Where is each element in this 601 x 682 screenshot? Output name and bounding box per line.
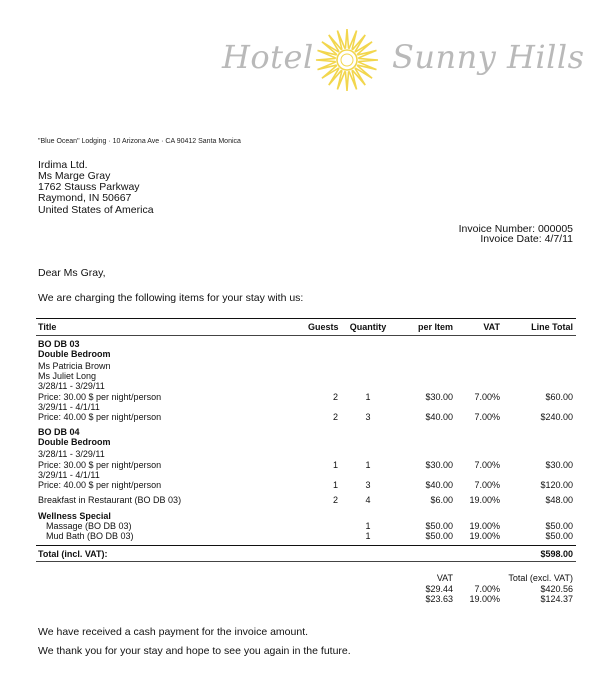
sun-ray: [345, 72, 348, 91]
hotel-name-left: Hotel: [222, 38, 314, 76]
invoice-date: Invoice Date: 4/7/11: [480, 233, 573, 245]
room2-line1-qty: 1: [365, 460, 371, 470]
sun-ray: [359, 58, 378, 61]
room1-line2-per-item: $40.00: [425, 412, 453, 422]
header-quantity: Quantity: [349, 322, 387, 332]
room1-type: Double Bedroom: [38, 349, 111, 359]
room2-line2-per-item: $40.00: [425, 480, 453, 490]
room1-guest1: Ms Patricia Brown: [38, 361, 111, 371]
vat-excl-total: $124.37: [540, 594, 573, 604]
room1-line2-dates: 3/29/11 - 4/1/11: [38, 402, 100, 412]
massage-vat: 19.00%: [469, 521, 500, 531]
total-top-rule: [36, 545, 576, 546]
massage-total: $50.00: [545, 521, 573, 531]
room1-line1-vat: 7.00%: [474, 392, 500, 402]
room1-line2-price: Price: 40.00 $ per night/person: [38, 412, 162, 422]
table-top-rule: [36, 318, 576, 319]
recipient-name: Ms Marge Gray: [38, 170, 111, 182]
vat-excl-total: $420.56: [540, 584, 573, 594]
header-guests: Guests: [308, 322, 339, 332]
mudbath-title: Mud Bath (BO DB 03): [46, 531, 134, 541]
vat-rate: 7.00%: [474, 584, 500, 594]
recipient-country: United States of America: [38, 204, 154, 216]
massage-title: Massage (BO DB 03): [46, 521, 132, 531]
breakfast-vat: 19.00%: [469, 495, 500, 505]
room2-line1-per-item: $30.00: [425, 460, 453, 470]
room2-line1-dates: 3/28/11 - 3/29/11: [38, 449, 105, 459]
mudbath-qty: 1: [365, 531, 371, 541]
room1-line2-total: $240.00: [540, 412, 573, 422]
breakfast-qty: 4: [365, 495, 371, 505]
breakfast-guests: 2: [332, 495, 338, 505]
invoice-number: Invoice Number: 000005: [458, 223, 573, 235]
wellness-title: Wellness Special: [38, 511, 111, 521]
breakfast-title: Breakfast in Restaurant (BO DB 03): [38, 495, 182, 505]
sun-ray: [345, 29, 348, 48]
payment-note: We have received a cash payment for the invoice amount.: [38, 626, 309, 638]
room2-line2-price: Price: 40.00 $ per night/person: [38, 480, 162, 490]
header-title: Title: [38, 322, 57, 332]
header-bottom-rule: [36, 335, 576, 336]
mudbath-total: $50.00: [545, 531, 573, 541]
massage-qty: 1: [365, 521, 371, 531]
room2-type: Double Bedroom: [38, 437, 111, 447]
room1-line1-total: $60.00: [545, 392, 573, 402]
recipient-company: Irdima Ltd.: [38, 159, 88, 171]
vat-rate: 19.00%: [469, 594, 500, 604]
sender-address-line: "Blue Ocean" Lodging · 10 Arizona Ave · CA 90412 Santa Monica: [38, 138, 241, 145]
mudbath-per-item: $50.00: [425, 531, 453, 541]
header-vat: VAT: [483, 322, 500, 332]
room2-line1-guests: 1: [332, 460, 338, 470]
recipient-city: Raymond, IN 50667: [38, 192, 132, 204]
room2-line1-vat: 7.00%: [474, 460, 500, 470]
room1-line1-guests: 2: [332, 392, 338, 402]
room2-line1-total: $30.00: [545, 460, 573, 470]
mudbath-vat: 19.00%: [469, 531, 500, 541]
room1-line1-price: Price: 30.00 $ per night/person: [38, 392, 162, 402]
room1-line2-guests: 2: [332, 412, 338, 422]
room2-line2-guests: 1: [332, 480, 338, 490]
room2-line1-price: Price: 30.00 $ per night/person: [38, 460, 162, 470]
intro-text: We are charging the following items for your stay with us:: [38, 292, 304, 304]
room1-line1-dates: 3/28/11 - 3/29/11: [38, 381, 105, 391]
recipient-street: 1762 Stauss Parkway: [38, 181, 140, 193]
greeting: Dear Ms Gray,: [38, 267, 106, 279]
room1-code: BO DB 03: [38, 339, 80, 349]
room1-guest2: Ms Juliet Long: [38, 371, 97, 381]
header-per-item: per Item: [417, 322, 453, 332]
total-value: $598.00: [540, 549, 573, 559]
breakfast-per-item: $6.00: [430, 495, 453, 505]
room2-code: BO DB 04: [38, 427, 80, 437]
room2-line2-total: $120.00: [540, 480, 573, 490]
closing-text: We thank you for your stay and hope to see you again in the future.: [38, 645, 351, 657]
room2-line2-dates: 3/29/11 - 4/1/11: [38, 470, 100, 480]
hotel-name-right: Sunny Hills: [392, 38, 585, 76]
vat-summary-header-excl: Total (excl. VAT): [508, 573, 573, 583]
sun-logo-icon: [313, 26, 381, 94]
room2-line2-qty: 3: [365, 480, 371, 490]
vat-summary-header-vat: VAT: [436, 573, 453, 583]
room1-line1-per-item: $30.00: [425, 392, 453, 402]
room1-line1-qty: 1: [365, 392, 371, 402]
room1-line2-qty: 3: [365, 412, 371, 422]
room2-line2-vat: 7.00%: [474, 480, 500, 490]
vat-amount: $29.44: [425, 584, 453, 594]
vat-amount: $23.63: [425, 594, 453, 604]
header-line-total: Line Total: [531, 322, 573, 332]
total-label: Total (incl. VAT):: [38, 549, 108, 559]
room1-line2-vat: 7.00%: [474, 412, 500, 422]
breakfast-total: $48.00: [545, 495, 573, 505]
total-bottom-rule: [36, 561, 576, 562]
sun-ray: [316, 58, 335, 61]
massage-per-item: $50.00: [425, 521, 453, 531]
